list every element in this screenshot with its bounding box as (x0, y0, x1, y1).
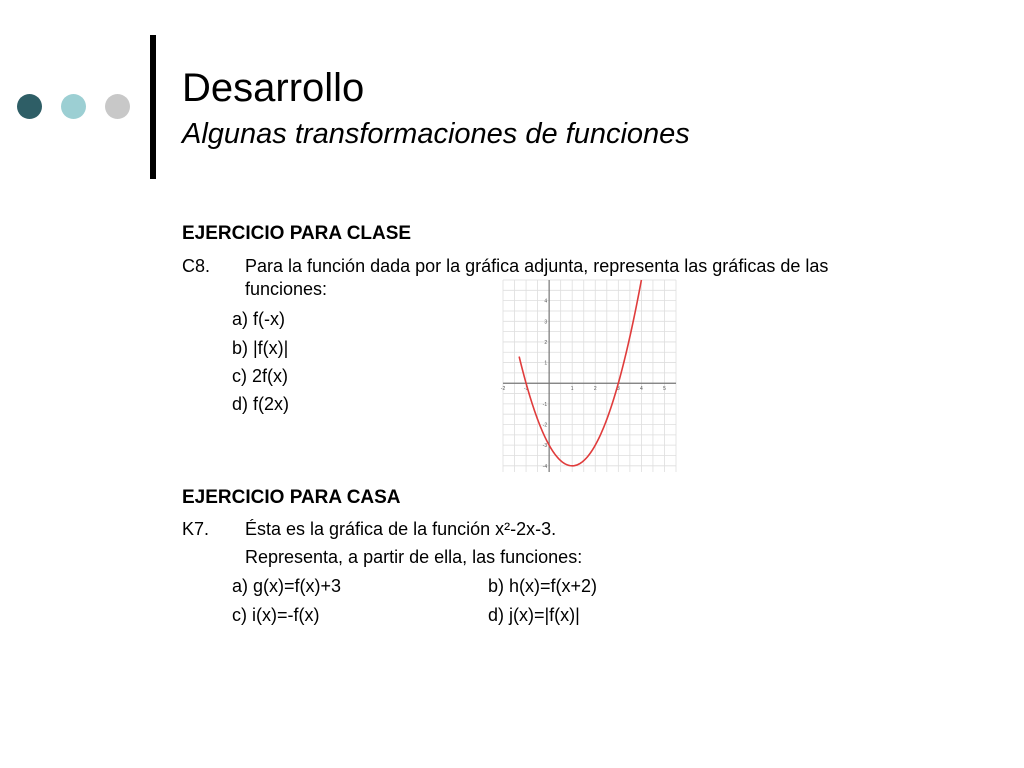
slide-title: Desarrollo (182, 66, 365, 110)
casa-heading: EJERCICIO PARA CASA (182, 487, 401, 508)
y-tick-label: 1 (544, 360, 548, 367)
decorative-dot-dark (17, 94, 42, 119)
clase-item: c) 2f(x) (232, 366, 288, 386)
y-tick-label: -3 (542, 443, 548, 450)
title-divider-bar (150, 35, 156, 179)
casa-item: d) j(x)=|f(x)| (488, 605, 580, 625)
y-tick-label: -4 (542, 463, 548, 470)
clase-heading: EJERCICIO PARA CLASE (182, 223, 412, 244)
x-tick-label: 3 (616, 386, 620, 393)
decorative-dot-gray (105, 94, 130, 119)
casa-item: b) h(x)=f(x+2) (488, 576, 598, 596)
casa-item: a) g(x)=f(x)+3 (232, 576, 342, 596)
y-tick-label: 3 (544, 319, 548, 326)
x-tick-label: 1 (570, 386, 574, 393)
x-tick-label: 4 (640, 386, 643, 393)
x-tick-label: 5 (663, 386, 666, 393)
casa-item: c) i(x)=-f(x) (232, 605, 320, 625)
clase-text-line1: Para la función dada por la gráfica adjunta, representa las gráficas de las (245, 256, 829, 276)
x-tick-label: -2 (500, 386, 506, 393)
decorative-dot-teal (61, 94, 86, 119)
clase-item: b) |f(x)| (232, 338, 289, 358)
slide-subtitle: Algunas transformaciones de funciones (182, 118, 690, 150)
clase-item: d) f(2x) (232, 394, 290, 414)
y-tick-label: -2 (542, 422, 548, 429)
y-tick-label: 2 (544, 339, 548, 346)
casa-text-line1: Ésta es la gráfica de la función x²-2x-3. (245, 519, 557, 539)
x-tick-label: -1 (523, 386, 529, 393)
y-tick-label: 4 (544, 298, 548, 305)
y-tick-label: -1 (542, 401, 548, 408)
clase-text-line2: funciones: (245, 279, 328, 299)
clase-number: C8. (182, 256, 211, 276)
casa-number: K7. (182, 519, 210, 539)
casa-text-line2: Representa, a partir de ella, las funciones: (245, 547, 583, 567)
function-graph (500, 280, 676, 472)
clase-item: a) f(-x) (232, 309, 285, 329)
x-tick-label: 2 (593, 386, 597, 393)
